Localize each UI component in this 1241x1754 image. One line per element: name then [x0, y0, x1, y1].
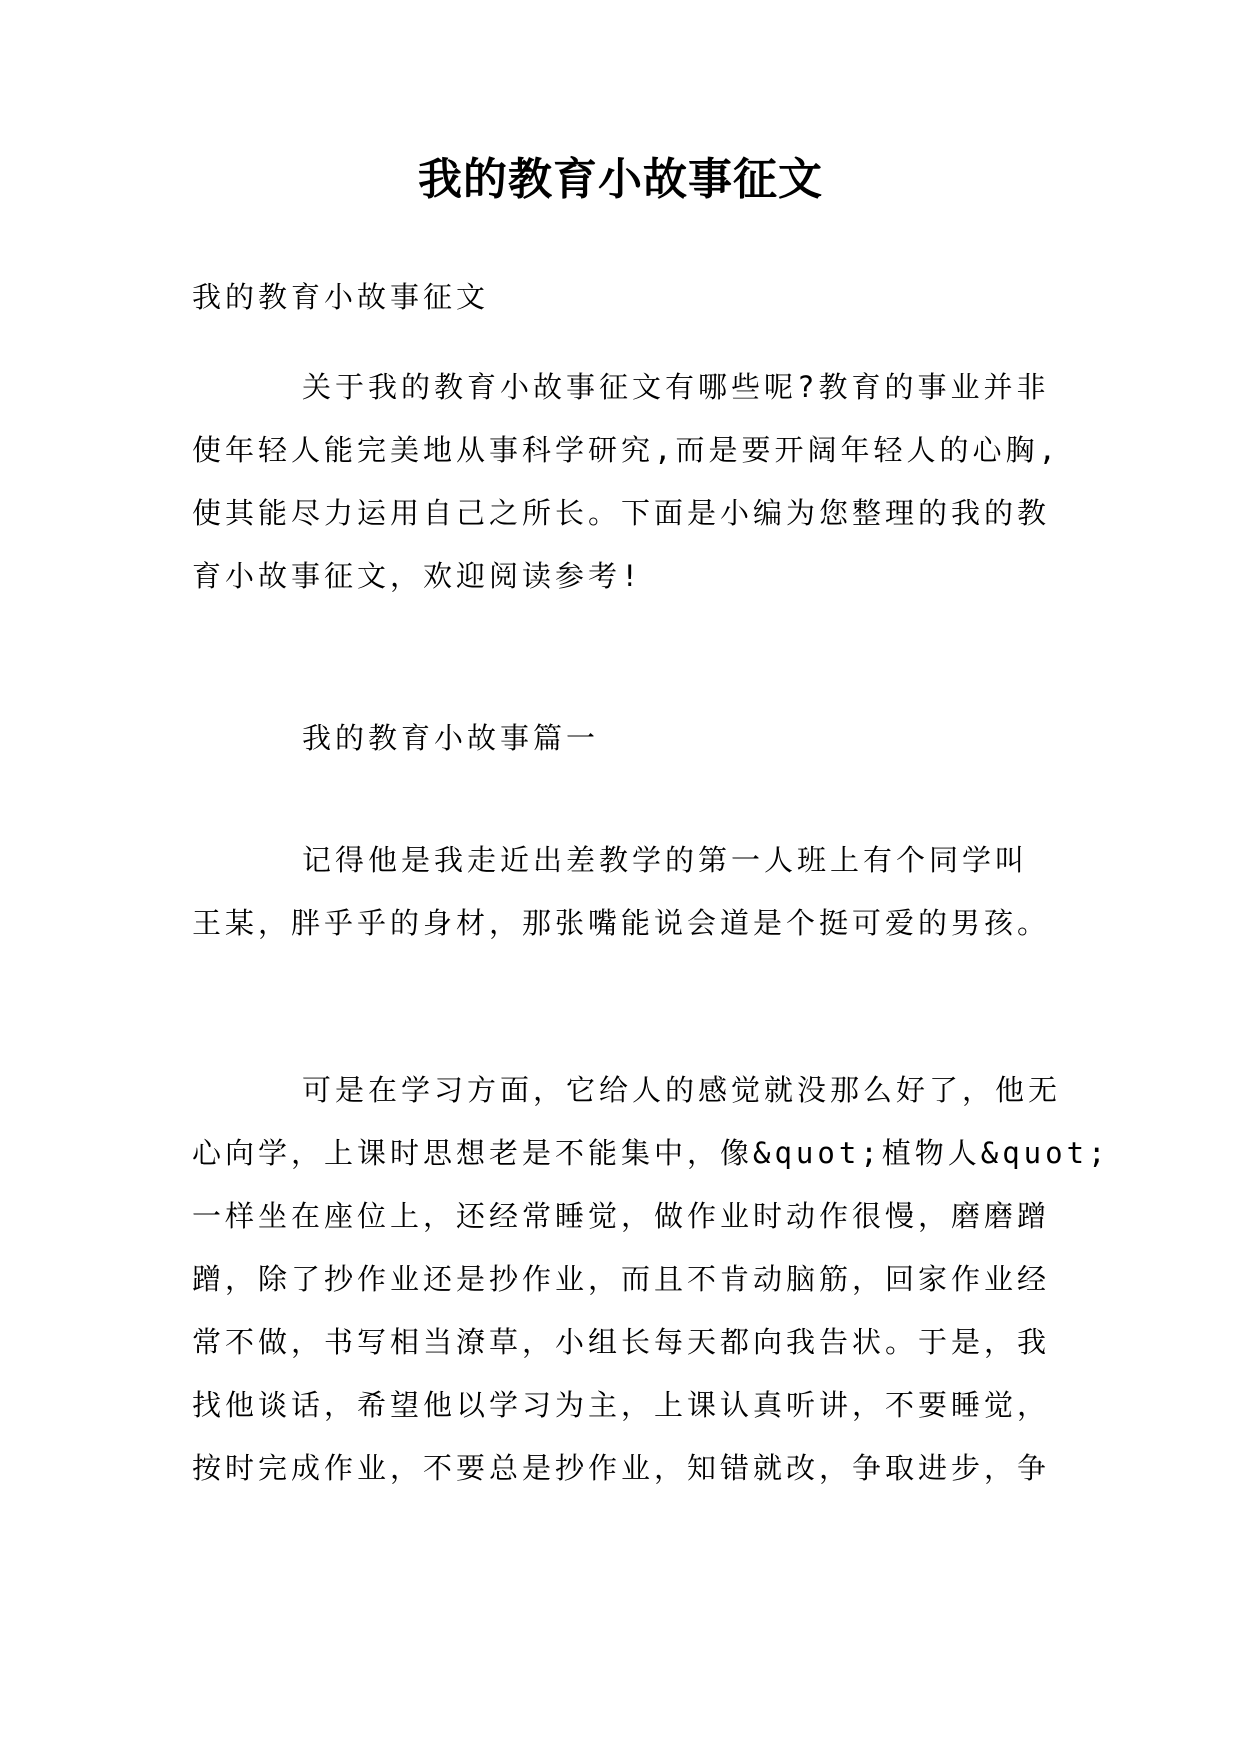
document-subtitle [192, 266, 1064, 329]
intro-line: 使年轻人能完美地从事科学研究,而是要开阔年轻人的心胸, [192, 433, 1060, 467]
intro-paragraph [192, 356, 1064, 608]
intro-line: 使其能尽力运用自己之所长。下面是小编为您整理的我的教 [192, 496, 1051, 530]
section-heading-text: 我的教育小故事篇一 [302, 721, 600, 755]
intro-line: 育小故事征文，欢迎阅读参考! [192, 559, 643, 593]
paragraph-line: 常不做，书写相当潦草，小组长每天都向我告状。于是，我 [192, 1325, 1051, 1359]
subtitle-text: 我的教育小故事征文 [192, 280, 490, 314]
paragraph-line: 蹭，除了抄作业还是抄作业，而且不肯动脑筋，回家作业经 [192, 1262, 1051, 1296]
paragraph-two [192, 1059, 1110, 1500]
section-heading [192, 707, 1064, 770]
document-title: 我的教育小故事征文 [418, 154, 823, 205]
paragraph-line: 一样坐在座位上，还经常睡觉，做作业时动作很慢，磨磨蹭 [192, 1199, 1051, 1233]
intro-line: 关于我的教育小故事征文有哪些呢?教育的事业并非 [302, 370, 1050, 404]
paragraph-line: 心向学，上课时思想老是不能集中，像&quot;植物人&quot; [192, 1136, 1110, 1170]
paragraph-line: 记得他是我走近出差教学的第一人班上有个同学叫 [302, 843, 1029, 877]
paragraph-line: 王某，胖乎乎的身材，那张嘴能说会道是个挺可爱的男孩。 [192, 906, 1051, 940]
paragraph-one [192, 829, 1064, 955]
paragraph-line: 按时完成作业，不要总是抄作业，知错就改，争取进步，争 [192, 1451, 1051, 1485]
paragraph-line: 可是在学习方面，它给人的感觉就没那么好了，他无 [302, 1073, 1062, 1107]
paragraph-line: 找他谈话，希望他以学习为主，上课认真听讲，不要睡觉， [192, 1388, 1051, 1422]
